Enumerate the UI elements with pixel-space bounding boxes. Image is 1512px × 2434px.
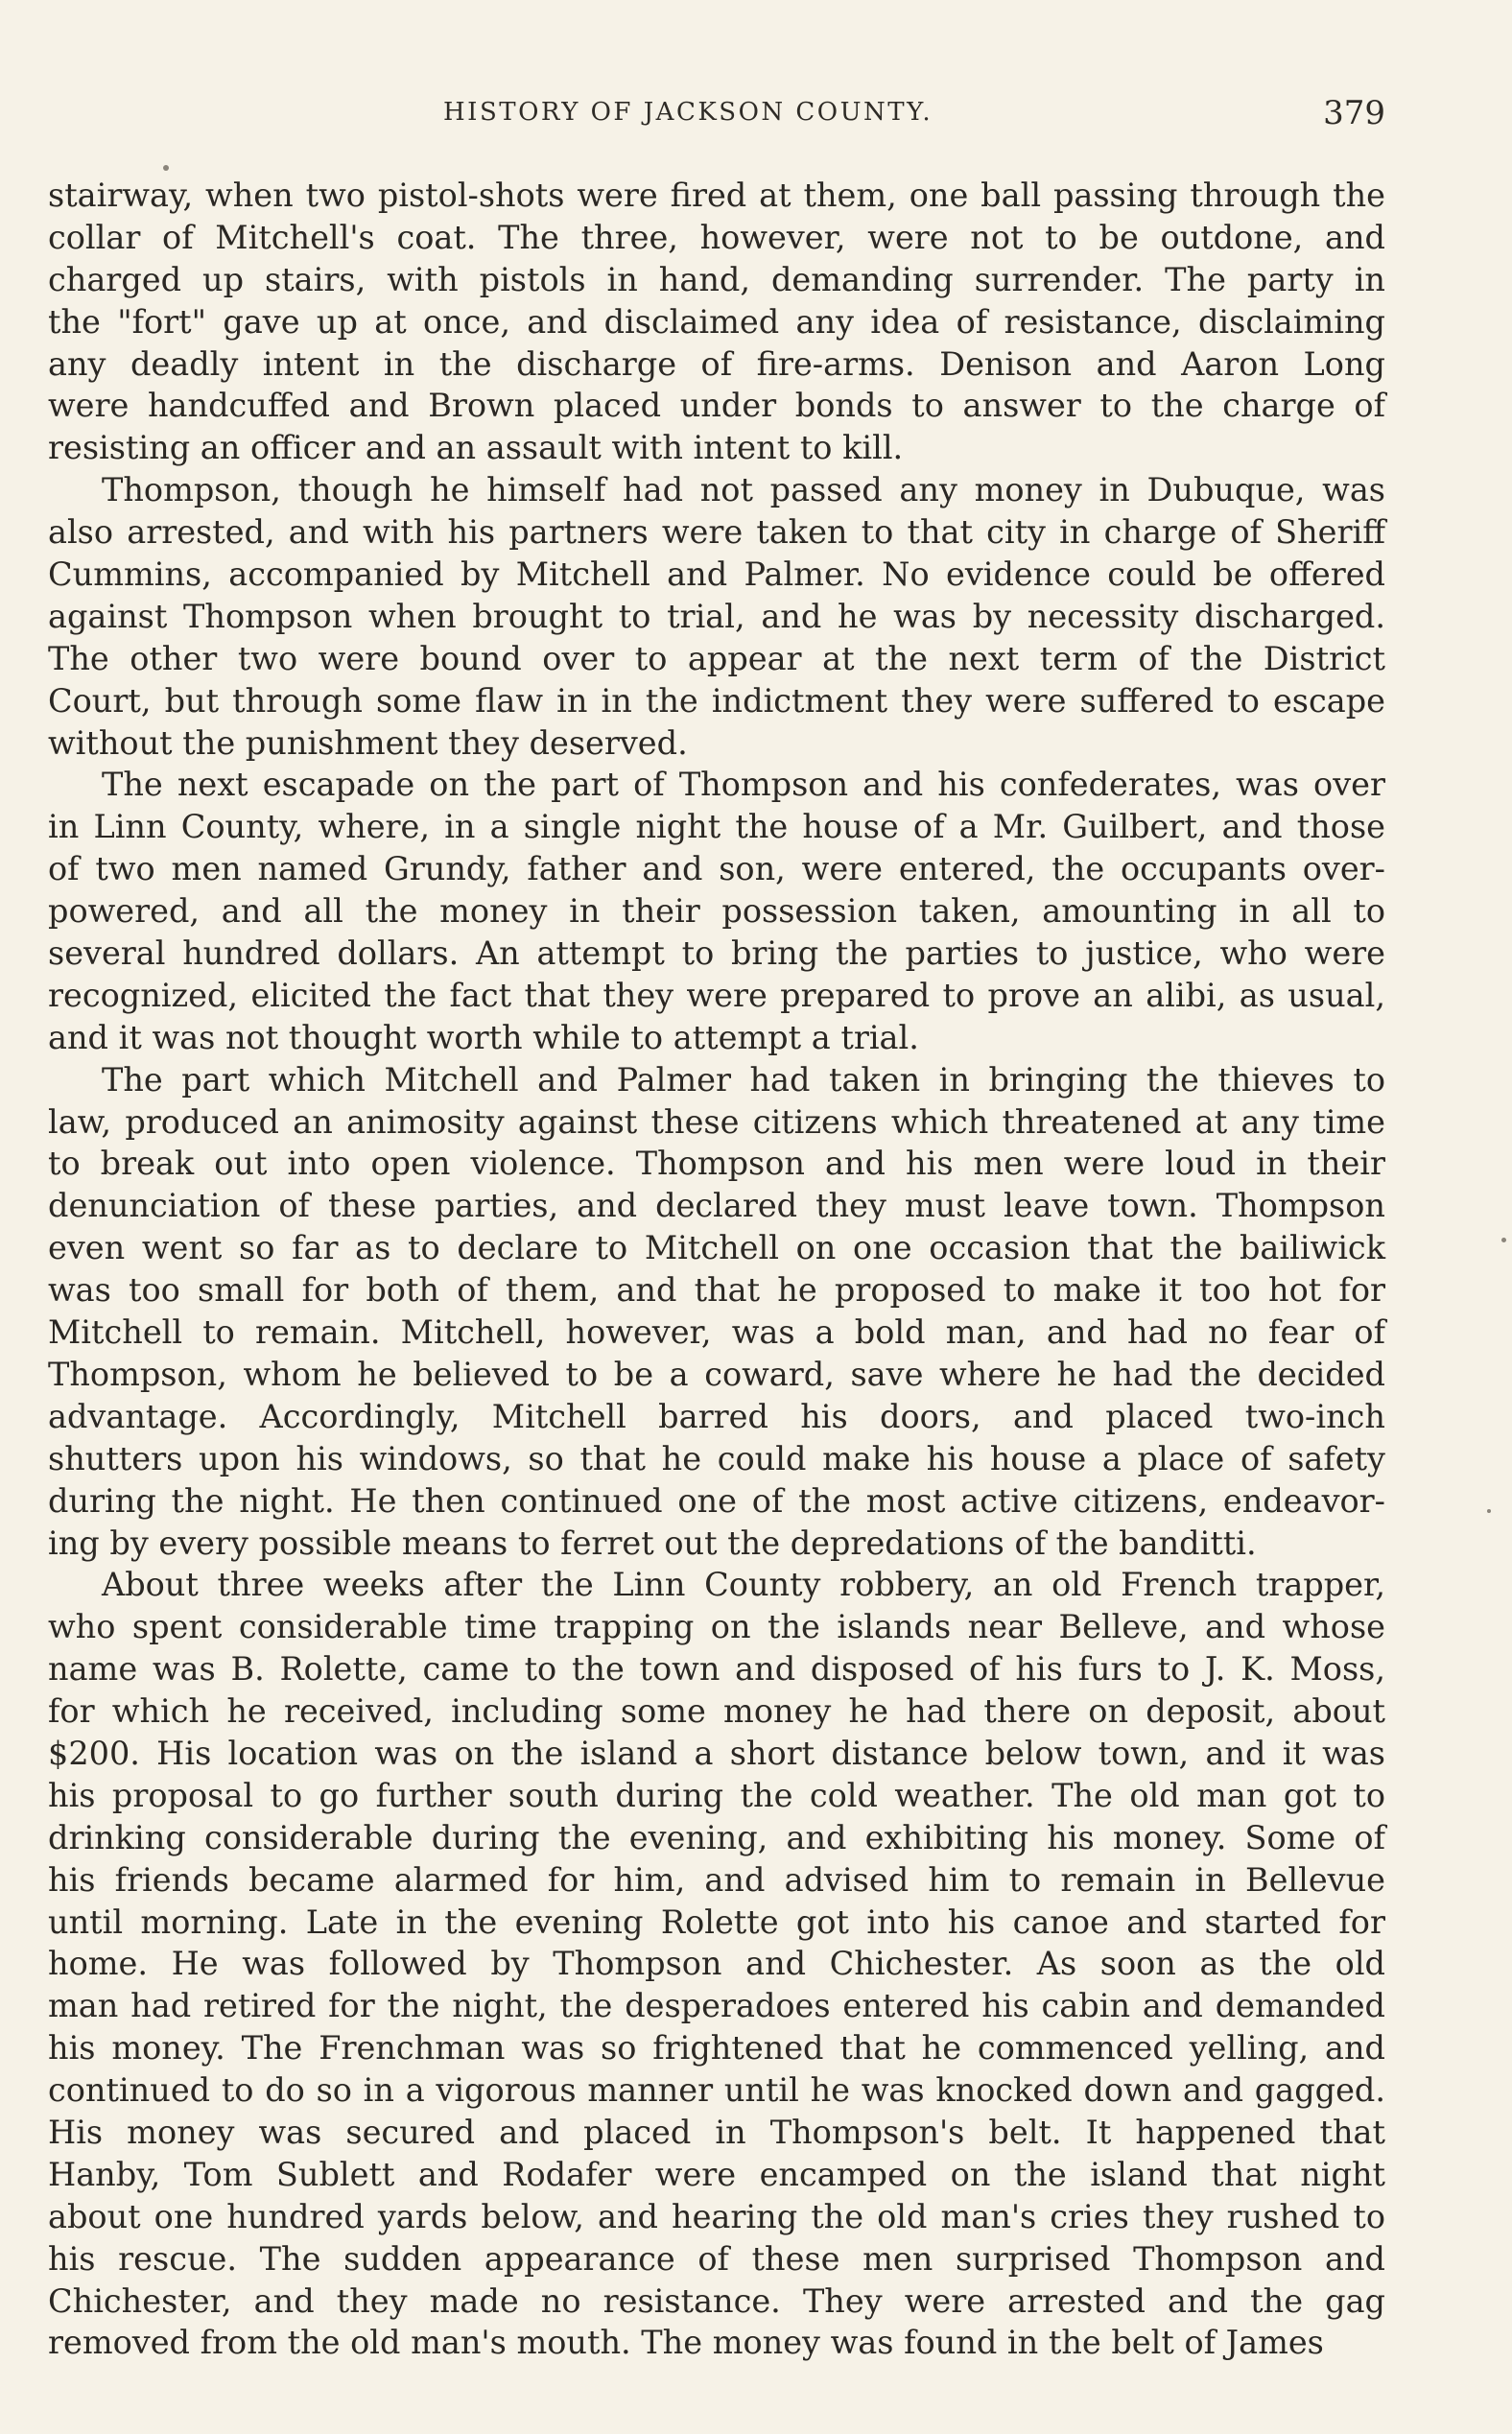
body-text	[48, 175, 1385, 2364]
text-line: also arrested, and with his partners were taken to that city in charge of Sheriff	[48, 513, 1385, 552]
text-line: in Linn County, where, in a single night the house of a Mr. Guilbert, and those	[48, 808, 1385, 846]
paragraph	[48, 175, 1385, 469]
text-line: for which he received, including some money he had there on deposit, about	[48, 1692, 1385, 1731]
text-line: Hanby, Tom Sublett and Rodafer were encamped on the island that night	[48, 2155, 1385, 2193]
text-line: during the night. He then continued one of the most active citizens, endeavor-	[48, 1481, 1385, 1520]
text-line: His money was secured and placed in Thompson's belt. It happened that	[48, 2113, 1385, 2151]
paper-speck	[163, 165, 169, 171]
text-line: The next escapade on the part of Thompson and his confederates, was over	[102, 766, 1385, 804]
paper-speck	[1487, 1509, 1491, 1513]
text-line: continued to do so in a vigorous manner until he was knocked down and gagged.	[48, 2071, 1385, 2110]
text-line: denunciation of these parties, and declared they must leave town. Thompson	[48, 1187, 1385, 1225]
paper-speck	[1501, 1238, 1506, 1242]
text-line: name was B. Rolette, came to the town and disposed of his furs to J. K. Moss,	[48, 1650, 1385, 1689]
text-line: $200. His location was on the island a short distance below town, and it was	[48, 1734, 1385, 1772]
text-line: Mitchell to remain. Mitchell, however, was a bold man, and had no fear of	[48, 1313, 1385, 1352]
text-line: The other two were bound over to appear at the next term of the District	[48, 639, 1385, 677]
text-line: charged up stairs, with pistols in hand, demanding surrender. The party in	[48, 260, 1385, 298]
text-line: any deadly intent in the discharge of fire-arms. Denison and Aaron Long	[48, 344, 1385, 383]
text-line: ing by every possible means to ferret out the depredations of the banditti.	[48, 1524, 1257, 1562]
text-line: home. He was followed by Thompson and Chichester. As soon as the old	[48, 1945, 1385, 1983]
paragraph	[48, 1059, 1385, 1565]
page-header	[48, 94, 1385, 142]
text-line: Thompson, whom he believed to be a coward, save where he had the decided	[48, 1355, 1385, 1393]
text-line: advantage. Accordingly, Mitchell barred his doors, and placed two-inch	[48, 1397, 1385, 1435]
text-line: powered, and all the money in their possession taken, amounting in all to	[48, 892, 1385, 931]
text-line: removed from the old man's mouth. The money was found in the belt of James	[48, 2324, 1324, 2362]
text-line: collar of Mitchell's coat. The three, however, were not to be outdone, and	[48, 218, 1385, 256]
text-line: without the punishment they deserved.	[48, 723, 688, 762]
text-line: drinking considerable during the evening, and exhibiting his money. Some of	[48, 1818, 1385, 1856]
text-line: his friends became alarmed for him, and advised him to remain in Bellevue	[48, 1860, 1385, 1899]
paragraph	[48, 764, 1385, 1058]
text-line: against Thompson when brought to trial, and he was by necessity discharged.	[48, 597, 1385, 635]
text-line: shutters upon his windows, so that he could make his house a place of safety	[48, 1439, 1385, 1477]
text-line: of two men named Grundy, father and son, were entered, the occupants over-	[48, 850, 1385, 888]
text-line: resisting an officer and an assault with intent to kill.	[48, 429, 904, 467]
text-line: law, produced an animosity against these citizens which threatened at any time	[48, 1102, 1385, 1141]
text-line: man had retired for the night, the desperadoes entered his cabin and demanded	[48, 1987, 1385, 2025]
text-line: was too small for both of them, and that he proposed to make it too hot for	[48, 1271, 1385, 1310]
text-line: who spent considerable time trapping on the islands near Belleve, and whose	[48, 1608, 1385, 1646]
text-line: recognized, elicited the fact that they were prepared to prove an alibi, as usual,	[48, 976, 1385, 1014]
text-line: to break out into open violence. Thompson and his men were loud in their	[48, 1145, 1385, 1183]
text-line: his proposal to go further south during the cold weather. The old man got to	[48, 1776, 1385, 1814]
text-line: Cummins, accompanied by Mitchell and Palmer. No evidence could be offered	[48, 555, 1385, 594]
text-line: Thompson, though he himself had not passed any money in Dubuque, was	[102, 471, 1385, 509]
text-line: Court, but through some flaw in in the indictment they were suffered to escape	[48, 681, 1385, 720]
paragraph	[48, 1564, 1385, 2364]
text-line: several hundred dollars. An attempt to bring the parties to justice, who were	[48, 934, 1385, 973]
text-line: About three weeks after the Linn County robbery, an old French trapper,	[102, 1566, 1385, 1604]
text-line: were handcuffed and Brown placed under bonds to answer to the charge of	[48, 387, 1385, 425]
paragraph	[48, 469, 1385, 764]
text-line: stairway, when two pistol-shots were fired at them, one ball passing through the	[48, 177, 1385, 214]
running-head: HISTORY OF JACKSON COUNTY.	[443, 98, 933, 127]
text-line: his money. The Frenchman was so frightened that he commenced yelling, and	[48, 2029, 1385, 2068]
text-line: The part which Mitchell and Palmer had taken in bringing the thieves to	[102, 1060, 1385, 1099]
text-line: about one hundred yards below, and hearing the old man's cries they rushed to	[48, 2197, 1385, 2235]
text-line: the "fort" gave up at once, and disclaimed any idea of resistance, disclaiming	[48, 302, 1385, 341]
text-line: even went so far as to declare to Mitchell on one occasion that the bailiwick	[48, 1229, 1385, 1267]
text-line: his rescue. The sudden appearance of these men surprised Thompson and	[48, 2239, 1385, 2278]
text-line: until morning. Late in the evening Rolette got into his canoe and started for	[48, 1902, 1385, 1941]
text-line: Chichester, and they made no resistance. They were arrested and the gag	[48, 2281, 1385, 2320]
text-line: and it was not thought worth while to attempt a trial.	[48, 1018, 919, 1056]
page-number: 379	[1323, 94, 1385, 132]
